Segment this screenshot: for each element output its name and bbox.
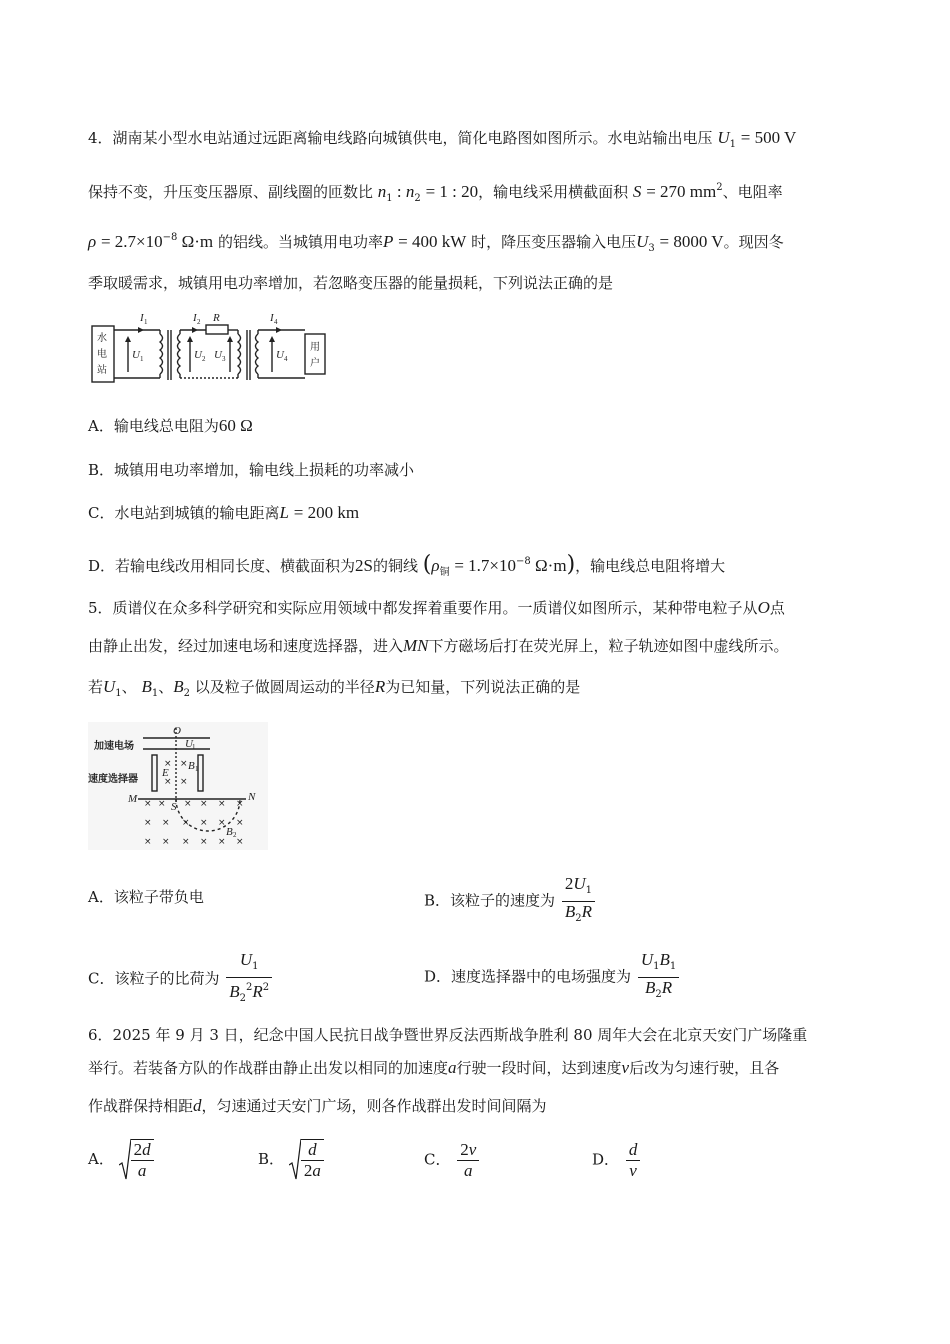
svg-text:M: M <box>128 793 138 805</box>
svg-text:×: × <box>158 799 166 809</box>
q4-option-c[interactable]: C．水电站到城镇的输电距离L = 200 km <box>88 503 360 522</box>
svg-text:×: × <box>164 777 172 787</box>
svg-text:1: 1 <box>192 743 196 751</box>
svg-text:2: 2 <box>202 355 206 363</box>
q6-option-c[interactable]: C． $\frac{2v}{a}$ <box>424 1140 481 1181</box>
svg-text:×: × <box>218 837 226 847</box>
svg-text:×: × <box>236 818 244 828</box>
svg-text:×: × <box>182 837 190 847</box>
velocity-selector-label: 速度选择器 <box>88 774 138 785</box>
q5-option-b[interactable]: B．该粒子的速度为 $\frac{2U_1}{B_2R}$ <box>424 874 597 929</box>
svg-text:I: I <box>270 312 274 324</box>
svg-text:1: 1 <box>144 318 148 326</box>
svg-text:B: B <box>226 826 233 838</box>
svg-text:×: × <box>182 818 190 828</box>
svg-text:×: × <box>162 818 170 828</box>
svg-text:×: × <box>200 837 208 847</box>
svg-text:R: R <box>213 312 220 324</box>
q6-option-a[interactable]: A． $\frac{2d}{a}$ <box>88 1137 156 1183</box>
svg-text:户: 户 <box>310 358 320 369</box>
svg-text:E: E <box>162 767 169 779</box>
svg-text:B: B <box>188 760 195 772</box>
q5-line-1: 5．质谱仪在众多科学研究和实际应用领域中都发挥着重要作用。一质谱仪如图所示，某种带电粒子从O点 <box>88 598 785 617</box>
svg-text:×: × <box>144 799 152 809</box>
svg-text:I: I <box>140 312 144 324</box>
svg-text:U: U <box>276 349 284 361</box>
svg-text:N: N <box>248 791 256 803</box>
svg-text:×: × <box>144 837 152 847</box>
svg-text:1: 1 <box>140 355 144 363</box>
svg-text:×: × <box>218 799 226 809</box>
svg-text:×: × <box>184 799 192 809</box>
svg-text:×: × <box>164 759 172 769</box>
q6-line-3: 作战群保持相距d，匀速通过天安门广场，则各作战群出发时间间隔为 <box>88 1096 547 1115</box>
q5-option-a[interactable]: A．该粒子带负电 <box>88 888 204 906</box>
q6-line-2: 举行。若装备方队的作战群由静止出发以相同的加速度a行驶一段时间，达到速度v后改为匀速行驶，且各 <box>88 1058 780 1077</box>
q4-option-a[interactable]: A．输电线总电阻为60 Ω <box>88 416 253 435</box>
svg-text:U: U <box>194 349 202 361</box>
svg-text:站: 站 <box>97 365 107 376</box>
svg-text:3: 3 <box>222 355 226 363</box>
svg-text:×: × <box>200 818 208 828</box>
hydro-station-label: 水 <box>97 333 107 344</box>
q4-option-d[interactable]: D．若输电线改用相同长度、横截面积为2S的铜线 ($\rho_铜 = 1.7\times 10^{-8}$ Ω·m)，输电线总电阻将增大 <box>88 552 726 578</box>
q6-line-1: 6．2025 年 9 月 3 日，纪念中国人民抗日战争暨世界反法西斯战争胜利 80 周年大会在北京天安门广场隆重 <box>88 1026 808 1044</box>
svg-text:2: 2 <box>197 318 201 326</box>
accel-field-label: 加速电场 <box>94 741 134 752</box>
svg-text:×: × <box>162 837 170 847</box>
svg-text:×: × <box>236 799 244 809</box>
q6-option-d[interactable]: D． $\frac{d}{v}$ <box>592 1140 642 1181</box>
svg-text:U: U <box>185 738 193 750</box>
q4-circuit-diagram <box>90 308 330 390</box>
svg-text:电: 电 <box>97 349 107 360</box>
svg-text:1: 1 <box>195 765 199 773</box>
svg-text:O: O <box>173 725 181 737</box>
svg-text:×: × <box>218 818 226 828</box>
svg-text:×: × <box>144 818 152 828</box>
q4-line-4: 季取暖需求，城镇用电功率增加，若忽略变压器的能量损耗，下列说法正确的是 <box>88 274 614 292</box>
svg-text:×: × <box>236 837 244 847</box>
svg-text:U: U <box>214 349 222 361</box>
q4-option-b[interactable]: B．城镇用电功率增加，输电线上损耗的功率减小 <box>88 461 415 479</box>
user-label: 用 <box>310 342 320 353</box>
svg-text:×: × <box>180 777 188 787</box>
q5-mass-spectrometer-diagram <box>88 722 268 850</box>
q4-line-2: 保持不变，升压变压器原、副线圈的匝数比 $n_1$ : $n_2 = 1$ : 20，输电线采用横截面积 S = 270 $mm^2$、电阻率 <box>88 182 783 204</box>
svg-text:×: × <box>180 759 188 769</box>
q5-line-2: 由静止出发，经过加速电场和速度选择器，进入MN下方磁场后打在荧光屏上，粒子轨迹如图中虚线所示。 <box>88 636 789 655</box>
svg-text:2: 2 <box>233 831 237 839</box>
svg-text:×: × <box>200 799 208 809</box>
svg-text:4: 4 <box>274 318 278 326</box>
svg-text:4: 4 <box>284 355 288 363</box>
q5-line-3: 若$U_1$、 $B_1$、$B_2$ 以及粒子做圆周运动的半径R为已知量，下列说法正确的是 <box>88 677 581 699</box>
svg-text:S: S <box>171 801 177 813</box>
svg-text:I: I <box>193 312 197 324</box>
q5-option-c[interactable]: C．该粒子的比荷为 $\frac{U_1}{B_2^2R^2}$ <box>88 950 274 1009</box>
q6-option-b[interactable]: B． $\frac{d}{2a}$ <box>258 1137 326 1183</box>
svg-text:U: U <box>132 349 140 361</box>
q5-option-d[interactable]: D．速度选择器中的电场强度为 $\frac{U_1B_1}{B_2R}$ <box>424 950 681 1005</box>
q4-line-1: 4．湖南某小型水电站通过远距离输电线路向城镇供电，简化电路图如图所示。水电站输出电压 $U_1 = 500$ V <box>88 128 797 150</box>
q4-line-3: $\rho = 2.7\times 10^{-8}$ Ω·m 的铝线。当城镇用电功率P = 400 kW 时，降压变压器输入电压$U_3 = 8000$ V。现因冬 <box>88 232 784 254</box>
